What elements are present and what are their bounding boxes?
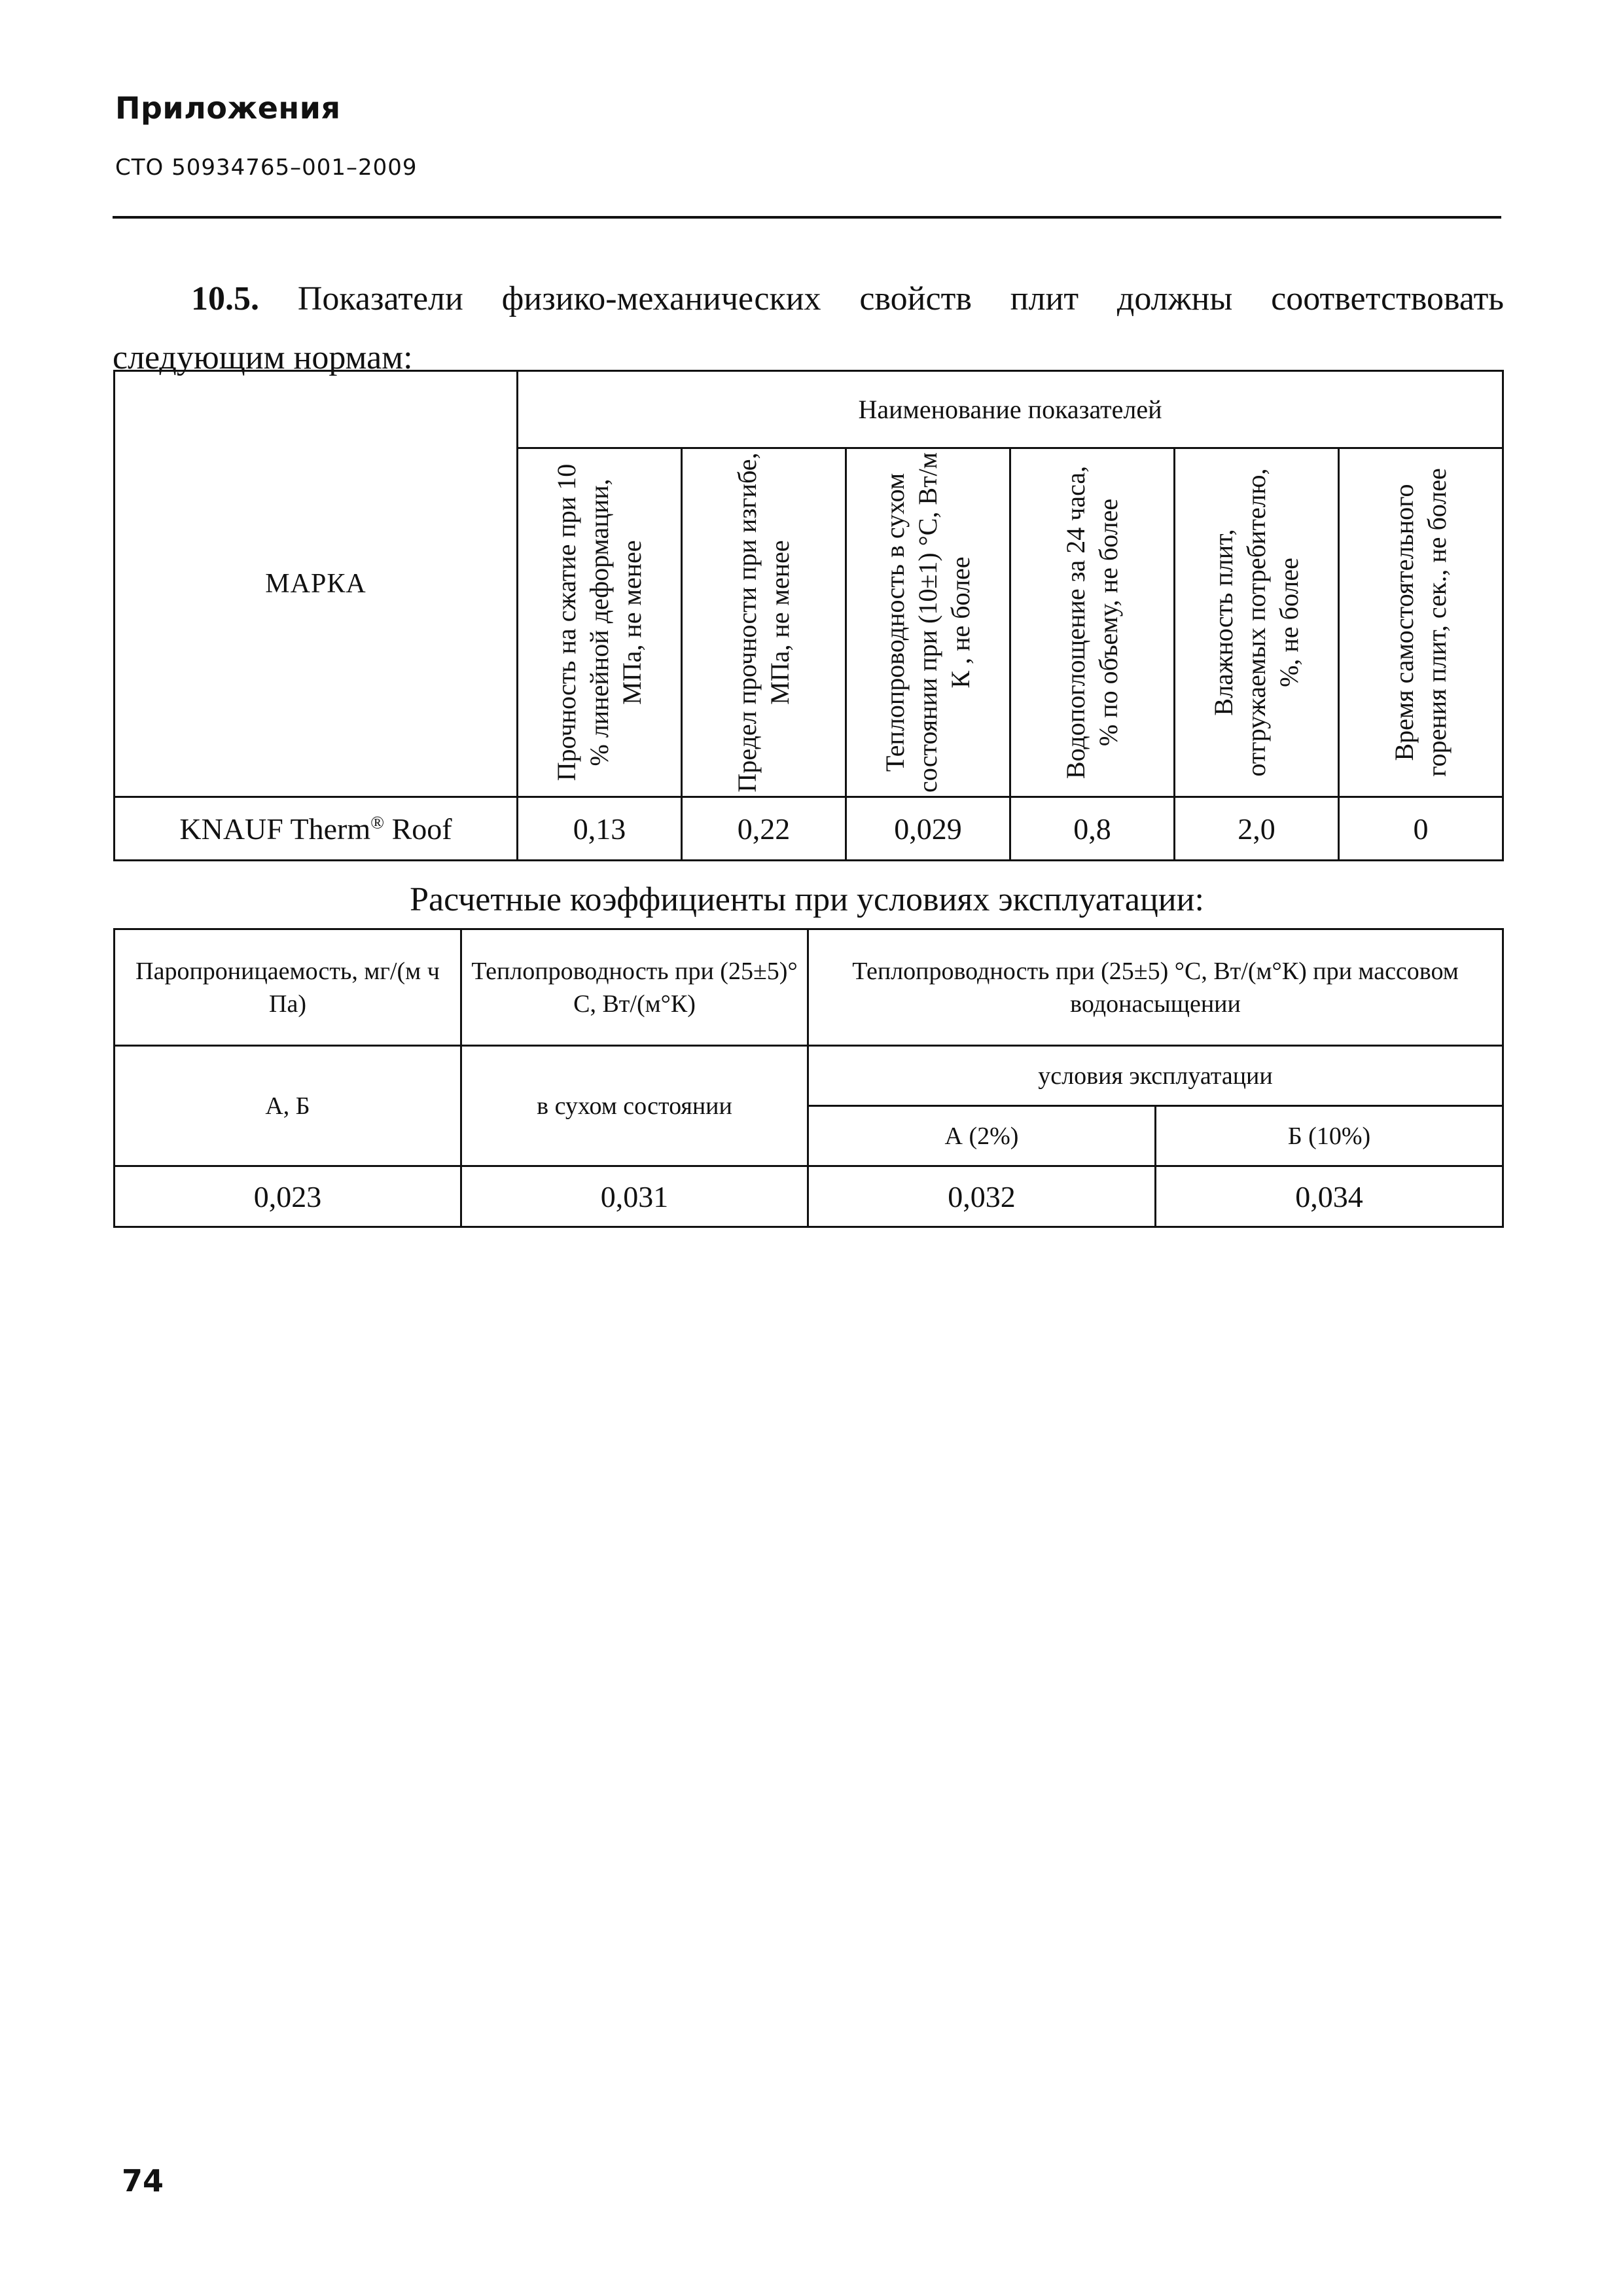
thermal-conductivity-header: Теплопроводность при (25±5)° С, Вт/(м°К) xyxy=(461,929,808,1046)
column-header xyxy=(518,448,682,797)
marka-name: KNAUF Therm xyxy=(179,812,371,846)
marka-header: МАРКА xyxy=(115,371,518,797)
column-header xyxy=(1010,448,1175,797)
marka-cell xyxy=(115,797,518,861)
marka-suffix: Roof xyxy=(384,812,452,846)
value-cell: 0,031 xyxy=(461,1166,808,1227)
column-header xyxy=(846,448,1010,797)
intro-text: Показатели физико-механических свойств плит должны соответствовать следующим нормам: xyxy=(113,280,1505,376)
condition-b-header: Б (10%) xyxy=(1156,1106,1503,1166)
table-row xyxy=(115,1166,1503,1227)
value-cell: 0,13 xyxy=(518,797,682,861)
value-cell: 0,22 xyxy=(682,797,846,861)
value-cell: 0,034 xyxy=(1156,1166,1503,1227)
column-header-text: Предел прочности при изгибе, МПа, не менее xyxy=(732,452,794,793)
column-header xyxy=(682,448,846,797)
indicators-group-header: Наименование показателей xyxy=(518,371,1503,448)
properties-table xyxy=(113,370,1504,861)
registered-mark: ® xyxy=(370,812,385,833)
value-cell: 0 xyxy=(1339,797,1503,861)
coefficients-table xyxy=(113,928,1504,1228)
column-header-text: Прочность на сжатие при 10 % линейной деформации, МПа, не менее xyxy=(552,463,647,781)
section-title: Приложения xyxy=(115,90,341,126)
table-row xyxy=(115,797,1503,861)
operating-conditions-header: условия эксплуатации xyxy=(808,1046,1503,1106)
column-header xyxy=(1175,448,1339,797)
clause-number: 10.5. xyxy=(191,280,259,317)
page-number: 74 xyxy=(122,2163,164,2198)
column-header xyxy=(1339,448,1503,797)
column-header-text: Водопоглощение за 24 часа, % по объему, не более xyxy=(1061,465,1123,780)
column-header-text: Теплопроводность в сухом состоянии при (10±1) °С, Вт/м К , не более xyxy=(880,452,975,793)
header-divider xyxy=(113,216,1501,219)
value-cell: 2,0 xyxy=(1175,797,1339,861)
document-code: СТО 50934765–001–2009 xyxy=(115,154,418,181)
coefficients-caption: Расчетные коэффициенты при условиях эксплуатации: xyxy=(410,881,1204,918)
conditions-ab-cell: А, Б xyxy=(115,1046,461,1166)
column-header-text: Время самостоятельного горения плит, сек., не более xyxy=(1389,468,1452,777)
condition-a-header: А (2%) xyxy=(808,1106,1156,1166)
vapor-permeability-header: Паропроницаемость, мг/(м ч Па) xyxy=(115,929,461,1046)
value-cell: 0,029 xyxy=(846,797,1010,861)
saturation-conductivity-header: Теплопроводность при (25±5) °С, Вт/(м°К) при массовом водонасыщении xyxy=(808,929,1503,1046)
value-cell: 0,8 xyxy=(1010,797,1175,861)
value-cell: 0,032 xyxy=(808,1166,1156,1227)
column-header-text: Влажность плит, отгружаемых потребителю, %, не более xyxy=(1209,468,1304,777)
value-cell: 0,023 xyxy=(115,1166,461,1227)
dry-state-cell: в сухом состоянии xyxy=(461,1046,808,1166)
